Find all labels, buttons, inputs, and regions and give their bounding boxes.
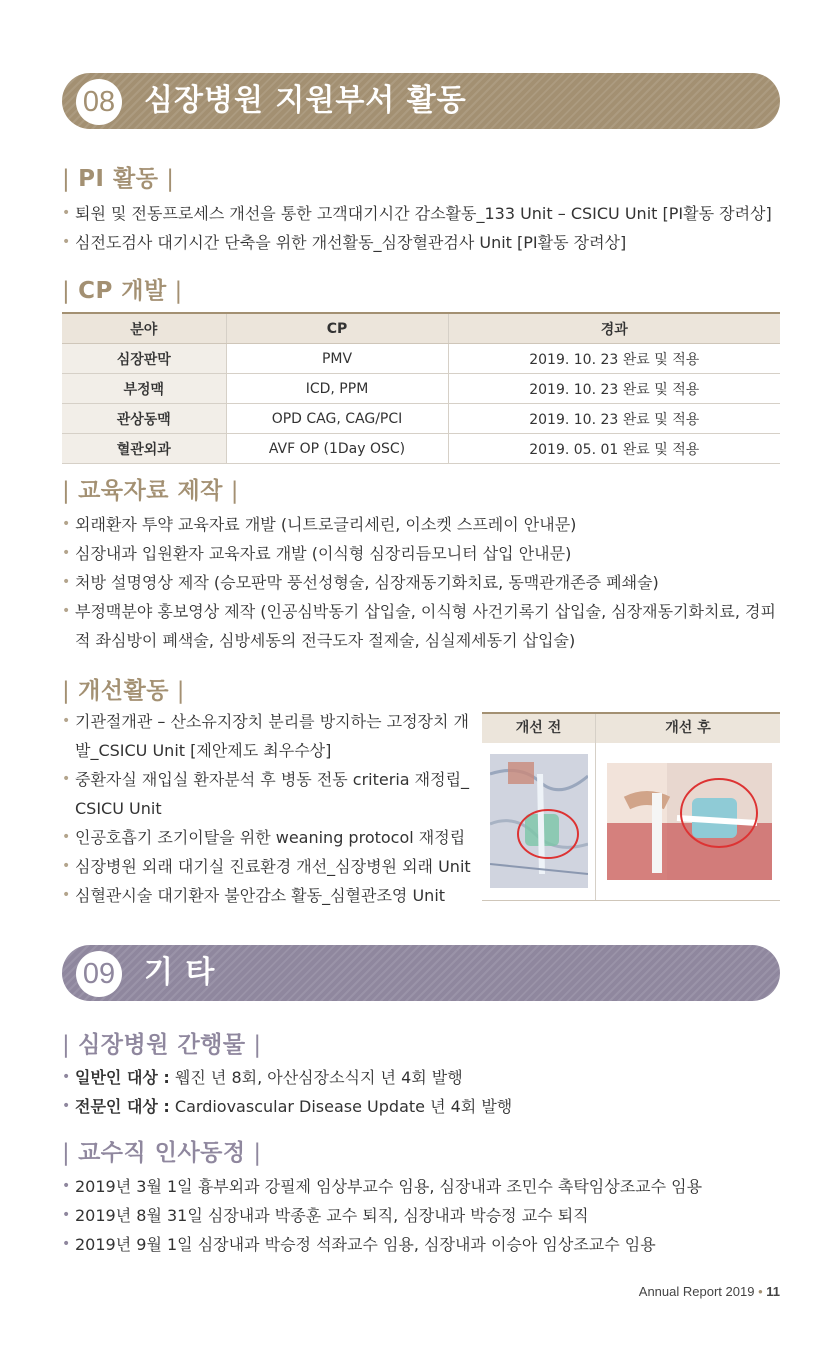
section-number: 09 <box>76 951 122 997</box>
table-header-row <box>62 313 780 344</box>
edu-list <box>62 510 782 655</box>
before-header: 개선 전 <box>482 714 595 743</box>
table-cell: 관상동맥 <box>62 404 226 434</box>
list-item: • 심혈관시술 대기환자 불안감소 활동_심혈관조영 Unit <box>62 881 472 910</box>
pub-list <box>62 1063 512 1121</box>
list-item: • 2019년 8월 31일 심장내과 박종훈 교수 퇴직, 심장내과 박승정 교수 퇴직 <box>62 1201 702 1230</box>
cp-table <box>62 312 780 464</box>
column-header: 경과 <box>448 313 780 344</box>
page-number: 11 <box>766 1284 780 1299</box>
column-header: CP <box>226 313 448 344</box>
list-item: • 전문인 대상 : Cardiovascular Disease Update 년 4회 발행 <box>62 1092 512 1121</box>
table-cell: 2019. 10. 23 완료 및 적용 <box>448 374 780 404</box>
list-item: • 심장병원 외래 대기실 진료환경 개선_심장병원 외래 Unit <box>62 852 472 881</box>
list-item: • 인공호흡기 조기이탈을 위한 weaning protocol 재정립 <box>62 823 472 852</box>
section-title: 기 타 <box>144 955 216 990</box>
table-cell: 부정맥 <box>62 374 226 404</box>
table-cell: 2019. 05. 01 완료 및 적용 <box>448 434 780 464</box>
section-title: 심장병원 지원부서 활동 <box>144 83 467 118</box>
section-09-banner <box>62 945 780 1001</box>
list-item: • 처방 설명영상 제작 (승모판막 풍선성형술, 심장재동기화치료, 동맥관개존증 폐쇄술) <box>62 568 782 597</box>
column-header: 분야 <box>62 313 226 344</box>
table-cell: 혈관외과 <box>62 434 226 464</box>
cp-heading: | CP 개발 | <box>62 278 183 304</box>
pi-heading: | PI 활동 | <box>62 166 175 192</box>
table-cell: 2019. 10. 23 완료 및 적용 <box>448 404 780 434</box>
pub-heading: | 심장병원 간행물 | <box>62 1032 262 1058</box>
footer-separator: • <box>758 1284 763 1299</box>
after-header: 개선 후 <box>596 714 780 743</box>
list-item: • 외래환자 투약 교육자료 개발 (니트로글리세린, 이소켓 스프레이 안내문) <box>62 510 782 539</box>
list-item: • 일반인 대상 : 웹진 년 8회, 아산심장소식지 년 4회 발행 <box>62 1063 512 1092</box>
before-photo <box>490 754 588 888</box>
after-photo <box>607 763 772 880</box>
table-row <box>62 344 780 374</box>
list-item: • 기관절개관 – 산소유지장치 분리를 방지하는 고정장치 개발_CSICU Unit [제안제도 최우수상] <box>62 707 472 765</box>
improve-list <box>62 707 472 910</box>
section-number: 08 <box>76 79 122 125</box>
improvement-photo-table <box>482 712 780 901</box>
list-item: • 부정맥분야 홍보영상 제작 (인공심박동기 삽입술, 이식형 사건기록기 삽입술, 심장재동기화치료, 경피적 좌심방이 폐색술, 심방세동의 전극도자 절제술, 심실제세동기 삽입술) <box>62 597 782 655</box>
table-cell: 2019. 10. 23 완료 및 적용 <box>448 344 780 374</box>
list-item: • 심장내과 입원환자 교육자료 개발 (이식형 심장리듬모니터 삽입 안내문) <box>62 539 782 568</box>
list-item: • 중환자실 재입실 환자분석 후 병동 전동 criteria 재정립_ CSICU Unit <box>62 765 472 823</box>
table-cell: ICD, PPM <box>226 374 448 404</box>
table-cell: 심장판막 <box>62 344 226 374</box>
table-row <box>62 434 780 464</box>
list-item: • 퇴원 및 전동프로세스 개선을 통한 고객대기시간 감소활동_133 Unit – CSICU Unit [PI활동 장려상] <box>62 199 772 228</box>
report-title: Annual Report 2019 <box>638 1284 755 1299</box>
edu-heading: | 교육자료 제작 | <box>62 478 239 504</box>
section-08-banner <box>62 73 780 129</box>
list-item: • 2019년 9월 1일 심장내과 박승정 석좌교수 임용, 심장내과 이승아 임상조교수 임용 <box>62 1230 702 1259</box>
staff-heading: | 교수직 인사동정 | <box>62 1140 262 1166</box>
pi-list <box>62 199 772 257</box>
table-cell: OPD CAG, CAG/PCI <box>226 404 448 434</box>
table-cell: AVF OP (1Day OSC) <box>226 434 448 464</box>
list-item: • 심전도검사 대기시간 단축을 위한 개선활동_심장혈관검사 Unit [PI활동 장려상] <box>62 228 772 257</box>
table-cell: PMV <box>226 344 448 374</box>
staff-list <box>62 1172 702 1259</box>
list-item: • 2019년 3월 1일 흉부외과 강필제 임상부교수 임용, 심장내과 조민수 촉탁임상조교수 임용 <box>62 1172 702 1201</box>
table-row <box>62 404 780 434</box>
improve-heading: | 개선활동 | <box>62 678 185 704</box>
table-row <box>62 374 780 404</box>
column-divider <box>595 714 596 900</box>
page-footer <box>639 1284 780 1299</box>
